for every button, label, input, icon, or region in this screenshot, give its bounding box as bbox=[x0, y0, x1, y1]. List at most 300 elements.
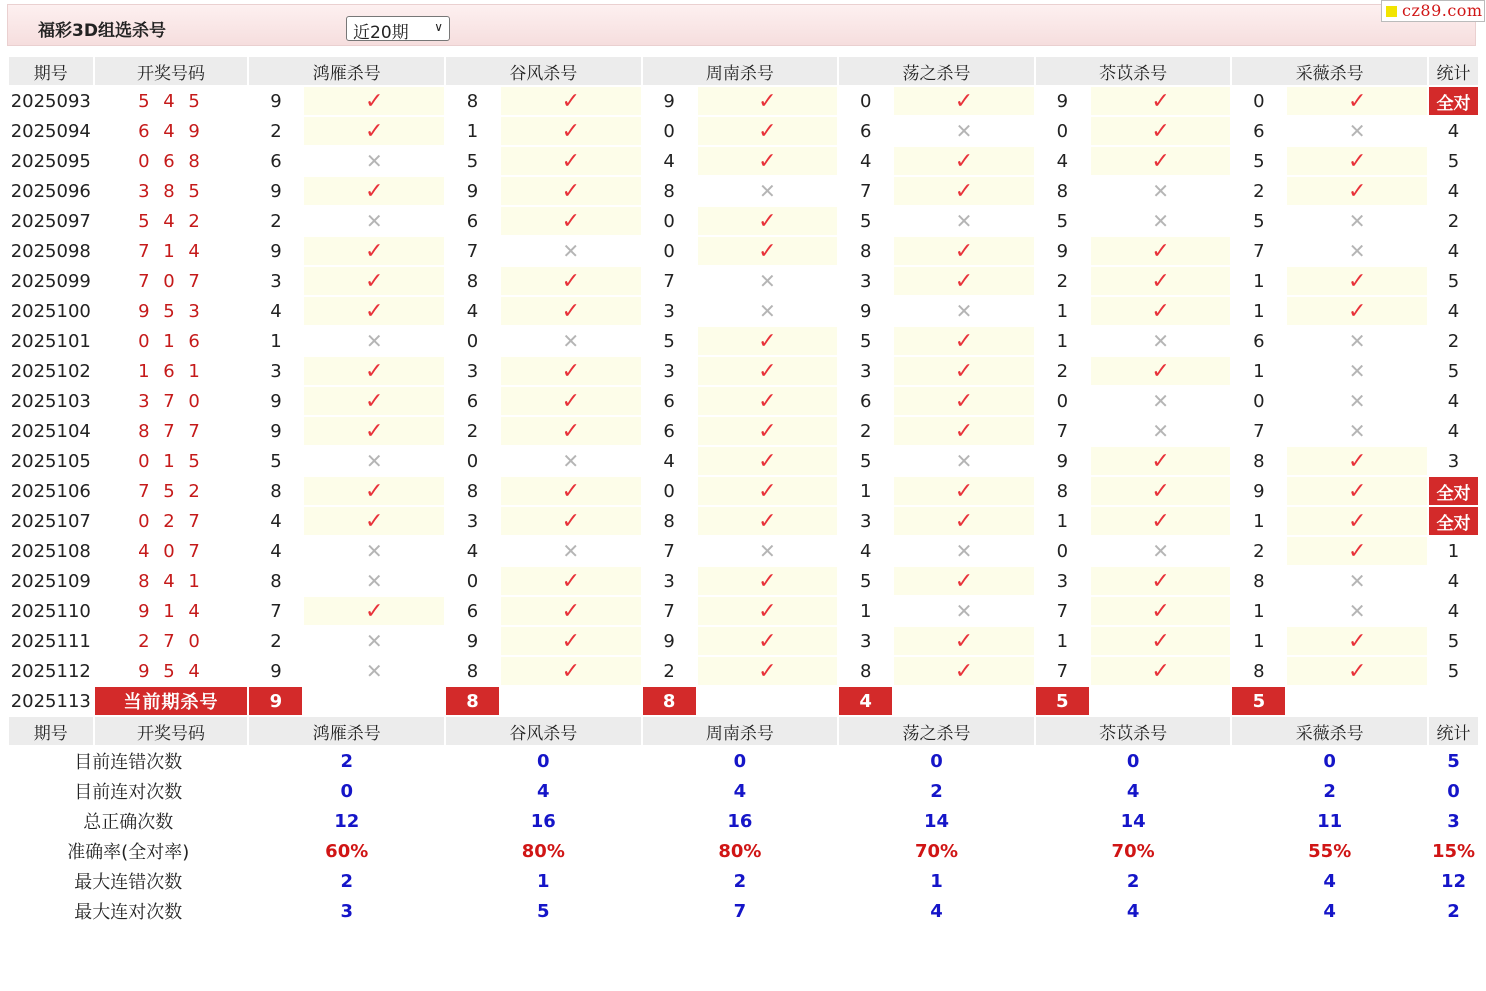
table-row bbox=[9, 147, 1478, 177]
kill-number-cell: 9 bbox=[839, 297, 892, 327]
summary-value: 5 bbox=[446, 897, 641, 927]
check-icon: ✓ bbox=[364, 178, 384, 204]
current-kill-number: 5 bbox=[1232, 687, 1285, 717]
kill-number-cell: 6 bbox=[1232, 327, 1285, 357]
result-correct-cell bbox=[1091, 297, 1231, 327]
site-logo[interactable] bbox=[1381, 0, 1485, 22]
summary-value: 3 bbox=[249, 897, 444, 927]
draw-number-cell: 1 6 1 bbox=[95, 357, 248, 387]
kill-number-cell: 0 bbox=[1232, 87, 1285, 117]
summary-value: 0 bbox=[1232, 747, 1427, 777]
kill-number-cell: 2 bbox=[1036, 267, 1089, 297]
kill-number-cell: 4 bbox=[249, 537, 302, 567]
result-correct-cell bbox=[894, 657, 1034, 687]
result-correct-cell bbox=[894, 177, 1034, 207]
kill-number-cell: 6 bbox=[446, 207, 499, 237]
kill-number-cell: 5 bbox=[643, 327, 696, 357]
summary-value: 16 bbox=[643, 807, 838, 837]
kill-number-cell: 5 bbox=[839, 447, 892, 477]
kill-number-cell: 7 bbox=[249, 597, 302, 627]
kill-number-cell: 3 bbox=[839, 627, 892, 657]
kill-number-cell: 7 bbox=[1036, 657, 1089, 687]
cross-icon: ✕ bbox=[955, 119, 973, 143]
result-correct-cell bbox=[1287, 87, 1427, 117]
result-correct-cell bbox=[501, 357, 641, 387]
kill-number-cell: 8 bbox=[643, 177, 696, 207]
kill-number-cell: 7 bbox=[446, 237, 499, 267]
result-correct-cell bbox=[698, 117, 838, 147]
draw-number-cell: 0 6 8 bbox=[95, 147, 248, 177]
summary-value: 4 bbox=[446, 777, 641, 807]
cross-icon: ✕ bbox=[562, 539, 580, 563]
draw-number-cell: 5 4 5 bbox=[95, 87, 248, 117]
check-icon: ✓ bbox=[561, 628, 581, 654]
logo-square-icon bbox=[1386, 6, 1397, 17]
result-correct-cell bbox=[698, 597, 838, 627]
period-select[interactable] bbox=[346, 16, 450, 41]
draw-number-cell: 9 1 4 bbox=[95, 597, 248, 627]
summary-value: 70% bbox=[839, 837, 1034, 867]
stat-cell: 5 bbox=[1429, 627, 1478, 657]
kill-number-cell: 8 bbox=[1036, 477, 1089, 507]
stat-cell: 5 bbox=[1429, 657, 1478, 687]
result-wrong-cell bbox=[304, 447, 444, 477]
check-icon: ✓ bbox=[561, 118, 581, 144]
check-icon: ✓ bbox=[954, 388, 974, 414]
kill-number-cell: 2 bbox=[1232, 537, 1285, 567]
result-wrong-cell bbox=[501, 237, 641, 267]
result-correct-cell bbox=[1287, 537, 1427, 567]
table-row bbox=[9, 537, 1478, 567]
draw-number-cell: 4 0 7 bbox=[95, 537, 248, 567]
kill-number-cell: 1 bbox=[1232, 267, 1285, 297]
summary-value: 2 bbox=[1232, 777, 1427, 807]
summary-value: 4 bbox=[1232, 867, 1427, 897]
kill-number-cell: 1 bbox=[1232, 507, 1285, 537]
issue-cell: 2025111 bbox=[9, 627, 93, 657]
result-wrong-cell bbox=[894, 597, 1034, 627]
result-wrong-cell bbox=[1091, 327, 1231, 357]
header-expert: 鸿雁杀号 bbox=[249, 57, 444, 87]
result-correct-cell bbox=[501, 207, 641, 237]
check-icon: ✓ bbox=[561, 88, 581, 114]
summary-row bbox=[9, 867, 1478, 897]
check-icon: ✓ bbox=[364, 238, 384, 264]
current-kill-number: 4 bbox=[839, 687, 892, 717]
issue-cell: 2025106 bbox=[9, 477, 93, 507]
header-expert: 采薇杀号 bbox=[1232, 717, 1427, 747]
issue-cell: 2025093 bbox=[9, 87, 93, 117]
check-icon: ✓ bbox=[561, 358, 581, 384]
result-correct-cell bbox=[894, 267, 1034, 297]
summary-value: 2 bbox=[249, 747, 444, 777]
result-correct-cell bbox=[304, 177, 444, 207]
summary-value: 0 bbox=[249, 777, 444, 807]
kill-number-cell: 9 bbox=[249, 177, 302, 207]
kill-number-cell: 0 bbox=[839, 87, 892, 117]
summary-value: 11 bbox=[1232, 807, 1427, 837]
result-correct-cell bbox=[501, 177, 641, 207]
table-row bbox=[9, 297, 1478, 327]
check-icon: ✓ bbox=[364, 598, 384, 624]
check-icon: ✓ bbox=[1347, 88, 1367, 114]
kill-number-cell: 7 bbox=[643, 597, 696, 627]
result-correct-cell bbox=[501, 387, 641, 417]
cross-icon: ✕ bbox=[365, 569, 383, 593]
result-wrong-cell bbox=[698, 297, 838, 327]
current-kill-number: 5 bbox=[1036, 687, 1089, 717]
issue-cell: 2025110 bbox=[9, 597, 93, 627]
header-draw: 开奖号码 bbox=[95, 57, 248, 87]
kill-number-cell: 3 bbox=[643, 357, 696, 387]
draw-number-cell: 7 0 7 bbox=[95, 267, 248, 297]
cross-icon: ✕ bbox=[759, 539, 776, 563]
check-icon: ✓ bbox=[1347, 448, 1367, 474]
kill-number-cell: 5 bbox=[249, 447, 302, 477]
check-icon: ✓ bbox=[954, 508, 974, 534]
draw-number-cell: 5 4 2 bbox=[95, 207, 248, 237]
check-icon: ✓ bbox=[954, 658, 974, 684]
issue-cell: 2025104 bbox=[9, 417, 93, 447]
result-correct-cell bbox=[894, 477, 1034, 507]
issue-cell: 2025099 bbox=[9, 267, 93, 297]
summary-row bbox=[9, 747, 1478, 777]
issue-cell: 2025109 bbox=[9, 567, 93, 597]
cross-icon: ✕ bbox=[759, 179, 776, 203]
cross-icon: ✕ bbox=[1348, 329, 1366, 353]
result-wrong-cell bbox=[1287, 417, 1427, 447]
table-row bbox=[9, 327, 1478, 357]
header-stat: 统计 bbox=[1429, 57, 1478, 87]
kill-number-cell: 4 bbox=[643, 447, 696, 477]
summary-stat: 12 bbox=[1429, 867, 1478, 897]
check-icon: ✓ bbox=[758, 418, 777, 444]
table-row bbox=[9, 267, 1478, 297]
kill-number-cell: 5 bbox=[839, 567, 892, 597]
cross-icon: ✕ bbox=[1152, 209, 1169, 233]
result-wrong-cell bbox=[698, 267, 838, 297]
kill-number-cell: 9 bbox=[446, 627, 499, 657]
result-wrong-cell bbox=[698, 537, 838, 567]
table-row bbox=[9, 237, 1478, 267]
result-correct-cell bbox=[501, 567, 641, 597]
check-icon: ✓ bbox=[561, 178, 581, 204]
check-icon: ✓ bbox=[954, 88, 974, 114]
result-correct-cell bbox=[1091, 147, 1231, 177]
result-correct-cell bbox=[1287, 147, 1427, 177]
stat-cell: 4 bbox=[1429, 297, 1478, 327]
cross-icon: ✕ bbox=[1348, 419, 1366, 443]
kill-number-cell: 2 bbox=[643, 657, 696, 687]
summary-value: 4 bbox=[1036, 777, 1231, 807]
result-wrong-cell bbox=[304, 537, 444, 567]
kill-number-cell: 1 bbox=[446, 117, 499, 147]
kill-number-cell: 9 bbox=[249, 387, 302, 417]
check-icon: ✓ bbox=[561, 388, 581, 414]
summary-value: 4 bbox=[1232, 897, 1427, 927]
kill-number-cell: 0 bbox=[446, 567, 499, 597]
result-wrong-cell bbox=[894, 207, 1034, 237]
table-row bbox=[9, 447, 1478, 477]
check-icon: ✓ bbox=[364, 298, 384, 324]
kill-number-cell: 7 bbox=[643, 267, 696, 297]
table-row bbox=[9, 567, 1478, 597]
kill-number-cell: 9 bbox=[249, 87, 302, 117]
check-icon: ✓ bbox=[1347, 148, 1367, 174]
check-icon: ✓ bbox=[758, 478, 777, 504]
check-icon: ✓ bbox=[561, 208, 581, 234]
check-icon: ✓ bbox=[758, 358, 777, 384]
result-correct-cell bbox=[501, 657, 641, 687]
kill-number-cell: 0 bbox=[643, 117, 696, 147]
empty-stat-cell bbox=[1429, 687, 1478, 717]
stat-cell: 4 bbox=[1429, 387, 1478, 417]
kill-number-cell: 4 bbox=[446, 297, 499, 327]
kill-number-cell: 0 bbox=[1232, 387, 1285, 417]
check-icon: ✓ bbox=[364, 268, 384, 294]
summary-value: 12 bbox=[249, 807, 444, 837]
result-correct-cell bbox=[501, 507, 641, 537]
stat-cell: 5 bbox=[1429, 267, 1478, 297]
stat-cell: 2 bbox=[1429, 327, 1478, 357]
kill-number-cell: 3 bbox=[446, 357, 499, 387]
check-icon: ✓ bbox=[561, 298, 581, 324]
kill-number-cell: 5 bbox=[1036, 207, 1089, 237]
kill-number-cell: 8 bbox=[839, 657, 892, 687]
check-icon: ✓ bbox=[561, 148, 581, 174]
result-correct-cell bbox=[698, 447, 838, 477]
result-correct-cell bbox=[698, 327, 838, 357]
kill-number-cell: 9 bbox=[1036, 237, 1089, 267]
draw-number-cell: 7 5 2 bbox=[95, 477, 248, 507]
draw-number-cell: 9 5 3 bbox=[95, 297, 248, 327]
title-bar bbox=[7, 4, 1476, 46]
draw-number-cell: 0 1 5 bbox=[95, 447, 248, 477]
current-issue-cell: 2025113 bbox=[9, 687, 93, 717]
kill-number-cell: 3 bbox=[839, 267, 892, 297]
check-icon: ✓ bbox=[364, 388, 384, 414]
logo-text: cz89.com bbox=[1402, 1, 1483, 20]
result-correct-cell bbox=[894, 357, 1034, 387]
result-correct-cell bbox=[894, 147, 1034, 177]
check-icon: ✓ bbox=[561, 268, 581, 294]
cross-icon: ✕ bbox=[1348, 599, 1366, 623]
result-correct-cell bbox=[698, 657, 838, 687]
cross-icon: ✕ bbox=[1152, 179, 1169, 203]
kill-number-cell: 7 bbox=[1036, 597, 1089, 627]
kill-number-cell: 4 bbox=[446, 537, 499, 567]
kill-number-cell: 9 bbox=[446, 177, 499, 207]
issue-cell: 2025108 bbox=[9, 537, 93, 567]
kill-number-cell: 5 bbox=[839, 207, 892, 237]
kill-number-cell: 7 bbox=[1036, 417, 1089, 447]
kill-number-cell: 1 bbox=[249, 327, 302, 357]
cross-icon: ✕ bbox=[562, 239, 580, 263]
table-row bbox=[9, 387, 1478, 417]
draw-number-cell: 8 7 7 bbox=[95, 417, 248, 447]
result-correct-cell bbox=[698, 87, 838, 117]
check-icon: ✓ bbox=[1347, 478, 1367, 504]
kill-number-cell: 3 bbox=[1036, 567, 1089, 597]
summary-value: 2 bbox=[249, 867, 444, 897]
kill-number-cell: 0 bbox=[643, 237, 696, 267]
check-icon: ✓ bbox=[1151, 238, 1170, 264]
header-stat: 统计 bbox=[1429, 717, 1478, 747]
current-kill-label: 当前期杀号 bbox=[95, 687, 248, 717]
kill-number-cell: 9 bbox=[249, 657, 302, 687]
kill-number-cell: 2 bbox=[1036, 357, 1089, 387]
check-icon: ✓ bbox=[954, 268, 974, 294]
summary-stat: 0 bbox=[1429, 777, 1478, 807]
stat-cell: 4 bbox=[1429, 117, 1478, 147]
kill-number-cell: 0 bbox=[643, 477, 696, 507]
result-wrong-cell bbox=[1287, 597, 1427, 627]
summary-label: 准确率(全对率) bbox=[9, 837, 247, 867]
header-issue: 期号 bbox=[9, 717, 93, 747]
kill-number-cell: 9 bbox=[249, 237, 302, 267]
stat-cell: 4 bbox=[1429, 177, 1478, 207]
draw-number-cell: 9 5 4 bbox=[95, 657, 248, 687]
result-correct-cell bbox=[698, 237, 838, 267]
result-correct-cell bbox=[1091, 627, 1231, 657]
table-row bbox=[9, 657, 1478, 687]
check-icon: ✓ bbox=[758, 208, 777, 234]
check-icon: ✓ bbox=[1151, 598, 1170, 624]
kill-number-cell: 2 bbox=[249, 117, 302, 147]
check-icon: ✓ bbox=[1151, 88, 1170, 114]
summary-value: 4 bbox=[643, 777, 838, 807]
result-correct-cell bbox=[1091, 267, 1231, 297]
kill-number-cell: 1 bbox=[1036, 327, 1089, 357]
check-icon: ✓ bbox=[758, 508, 777, 534]
result-correct-cell bbox=[501, 87, 641, 117]
check-icon: ✓ bbox=[954, 628, 974, 654]
draw-number-cell: 3 8 5 bbox=[95, 177, 248, 207]
issue-cell: 2025100 bbox=[9, 297, 93, 327]
summary-value: 0 bbox=[839, 747, 1034, 777]
draw-number-cell: 0 1 6 bbox=[95, 327, 248, 357]
summary-value: 14 bbox=[1036, 807, 1231, 837]
result-wrong-cell bbox=[1091, 417, 1231, 447]
result-correct-cell bbox=[304, 267, 444, 297]
kill-number-cell: 8 bbox=[1232, 657, 1285, 687]
result-wrong-cell bbox=[894, 447, 1034, 477]
result-correct-cell bbox=[894, 387, 1034, 417]
kill-number-cell: 6 bbox=[839, 387, 892, 417]
result-correct-cell bbox=[698, 627, 838, 657]
check-icon: ✓ bbox=[758, 628, 777, 654]
summary-value: 7 bbox=[643, 897, 838, 927]
result-wrong-cell bbox=[1091, 387, 1231, 417]
draw-number-cell: 2 7 0 bbox=[95, 627, 248, 657]
kill-number-cell: 2 bbox=[1232, 177, 1285, 207]
kill-number-cell: 4 bbox=[249, 507, 302, 537]
kill-number-cell: 8 bbox=[1036, 177, 1089, 207]
result-wrong-cell bbox=[894, 297, 1034, 327]
check-icon: ✓ bbox=[561, 478, 581, 504]
check-icon: ✓ bbox=[1151, 448, 1170, 474]
result-correct-cell bbox=[1287, 267, 1427, 297]
empty-cell bbox=[501, 687, 641, 717]
kill-number-cell: 9 bbox=[1232, 477, 1285, 507]
current-issue-row bbox=[9, 687, 1478, 717]
cross-icon: ✕ bbox=[955, 209, 973, 233]
result-wrong-cell bbox=[698, 177, 838, 207]
check-icon: ✓ bbox=[1151, 568, 1170, 594]
kill-number-cell: 6 bbox=[446, 597, 499, 627]
stat-cell: 3 bbox=[1429, 447, 1478, 477]
kill-number-cell: 0 bbox=[643, 207, 696, 237]
kill-number-cell: 5 bbox=[839, 327, 892, 357]
result-correct-cell bbox=[1287, 297, 1427, 327]
result-correct-cell bbox=[1091, 357, 1231, 387]
check-icon: ✓ bbox=[758, 658, 777, 684]
draw-number-cell: 8 4 1 bbox=[95, 567, 248, 597]
current-kill-number: 9 bbox=[249, 687, 302, 717]
kill-number-cell: 5 bbox=[1232, 147, 1285, 177]
kill-number-cell: 0 bbox=[1036, 537, 1089, 567]
cross-icon: ✕ bbox=[955, 449, 973, 473]
result-correct-cell bbox=[1091, 507, 1231, 537]
result-correct-cell bbox=[1091, 477, 1231, 507]
issue-cell: 2025107 bbox=[9, 507, 93, 537]
result-wrong-cell bbox=[501, 447, 641, 477]
result-correct-cell bbox=[501, 267, 641, 297]
result-correct-cell bbox=[1091, 237, 1231, 267]
check-icon: ✓ bbox=[561, 418, 581, 444]
empty-cell bbox=[698, 687, 838, 717]
kill-number-cell: 8 bbox=[446, 87, 499, 117]
result-wrong-cell bbox=[1287, 117, 1427, 147]
kill-number-cell: 5 bbox=[1232, 207, 1285, 237]
result-wrong-cell bbox=[1091, 537, 1231, 567]
check-icon: ✓ bbox=[758, 598, 777, 624]
draw-number-cell: 6 4 9 bbox=[95, 117, 248, 147]
table-row bbox=[9, 87, 1478, 117]
stat-cell: 5 bbox=[1429, 357, 1478, 387]
cross-icon: ✕ bbox=[365, 449, 383, 473]
cross-icon: ✕ bbox=[1152, 389, 1169, 413]
kill-number-cell: 3 bbox=[643, 567, 696, 597]
kill-number-cell: 1 bbox=[1232, 357, 1285, 387]
result-correct-cell bbox=[304, 357, 444, 387]
check-icon: ✓ bbox=[954, 418, 974, 444]
cross-icon: ✕ bbox=[1152, 329, 1169, 353]
summary-value: 0 bbox=[446, 747, 641, 777]
stat-cell: 4 bbox=[1429, 237, 1478, 267]
result-correct-cell bbox=[304, 387, 444, 417]
result-correct-cell bbox=[698, 477, 838, 507]
cross-icon: ✕ bbox=[1348, 239, 1366, 263]
check-icon: ✓ bbox=[1151, 658, 1170, 684]
result-correct-cell bbox=[304, 417, 444, 447]
all-correct-badge: 全对 bbox=[1429, 87, 1478, 117]
kill-number-cell: 1 bbox=[1036, 627, 1089, 657]
kill-number-cell: 0 bbox=[446, 327, 499, 357]
kill-number-cell: 7 bbox=[1232, 417, 1285, 447]
issue-cell: 2025105 bbox=[9, 447, 93, 477]
check-icon: ✓ bbox=[1151, 358, 1170, 384]
check-icon: ✓ bbox=[954, 148, 974, 174]
check-icon: ✓ bbox=[954, 358, 974, 384]
empty-cell bbox=[1091, 687, 1231, 717]
kill-number-cell: 3 bbox=[249, 267, 302, 297]
header-expert: 周南杀号 bbox=[643, 717, 838, 747]
check-icon: ✓ bbox=[1151, 268, 1170, 294]
kill-number-cell: 3 bbox=[249, 357, 302, 387]
kill-number-cell: 9 bbox=[643, 87, 696, 117]
summary-value: 4 bbox=[1036, 897, 1231, 927]
